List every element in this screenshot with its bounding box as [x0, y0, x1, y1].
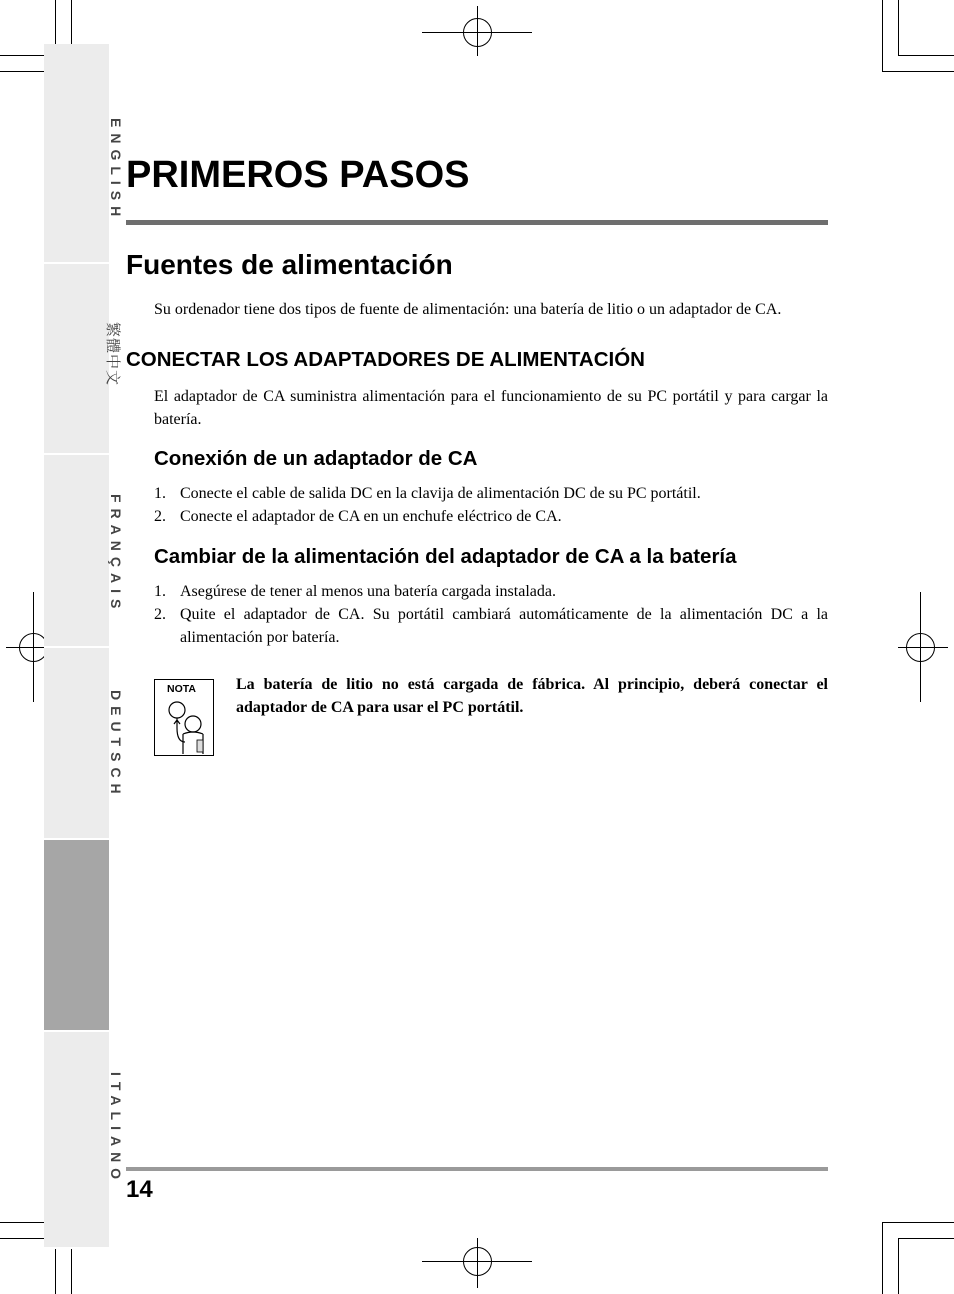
- language-tab-italiano[interactable]: [44, 1032, 124, 1249]
- connect-heading: Conexión de un adaptador de CA: [154, 447, 478, 470]
- tab-label: FRANÇAIS: [108, 494, 124, 615]
- title-divider: [126, 220, 828, 225]
- subsection-title: CONECTAR LOS ADAPTADORES DE ALIMENTACIÓN: [126, 348, 645, 371]
- switch-heading: Cambiar de la alimentación del adaptador de CA a la batería: [154, 545, 737, 568]
- note-box: [154, 679, 214, 756]
- intro-paragraph: Su ordenador tiene dos tipos de fuente de alimentación: una batería de litio o un adaptador de CA.: [154, 301, 782, 318]
- list-item: [154, 580, 828, 603]
- language-tab-francais[interactable]: [44, 455, 124, 648]
- subsection-paragraph: El adaptador de CA suministra alimentación para el funcionamiento de su PC portátil y para cargar la batería.: [154, 388, 828, 428]
- connect-steps: [154, 482, 828, 528]
- tab-label: DEUTSCH: [108, 690, 124, 800]
- list-item: [154, 505, 828, 528]
- tab-label: ENGLISH: [108, 118, 124, 223]
- note-text: La batería de litio no está cargada de fábrica. Al principio, deberá conectar el adaptador de CA para usar el PC portátil.: [236, 676, 828, 716]
- page-title: PRIMEROS PASOS: [126, 154, 470, 196]
- language-tab-espanol[interactable]: [44, 840, 124, 1032]
- step-text: Quite el adaptador de CA. Su portátil cambiará automáticamente de la alimentación DC a la alimentación por batería.: [180, 606, 828, 646]
- page-number: 14: [126, 1176, 153, 1203]
- step-number: 1.: [154, 485, 166, 502]
- tab-label: ITALIANO: [108, 1072, 124, 1186]
- step-number: 2.: [154, 606, 166, 623]
- step-text: Asegúrese de tener al menos una batería cargada instalada.: [180, 583, 556, 600]
- step-text: Conecte el adaptador de CA en un enchufe eléctrico de CA.: [180, 508, 562, 525]
- step-text: Conecte el cable de salida DC en la clavija de alimentación DC de su PC portátil.: [180, 485, 701, 502]
- note-person-icon: [163, 698, 207, 754]
- tab-label: ESPAÑOL: [108, 882, 124, 991]
- tab-label: 繁體中文: [104, 322, 122, 387]
- list-item: [154, 482, 828, 505]
- note-label: NOTA: [167, 683, 196, 695]
- switch-steps: [154, 580, 828, 649]
- list-item: [154, 603, 828, 649]
- step-number: 1.: [154, 583, 166, 600]
- footer-divider: [126, 1167, 828, 1171]
- step-number: 2.: [154, 508, 166, 525]
- section-title: Fuentes de alimentación: [126, 249, 453, 280]
- language-tab-chinese[interactable]: [44, 264, 122, 455]
- language-tab-english[interactable]: [44, 44, 124, 264]
- language-tab-deutsch[interactable]: [44, 648, 124, 840]
